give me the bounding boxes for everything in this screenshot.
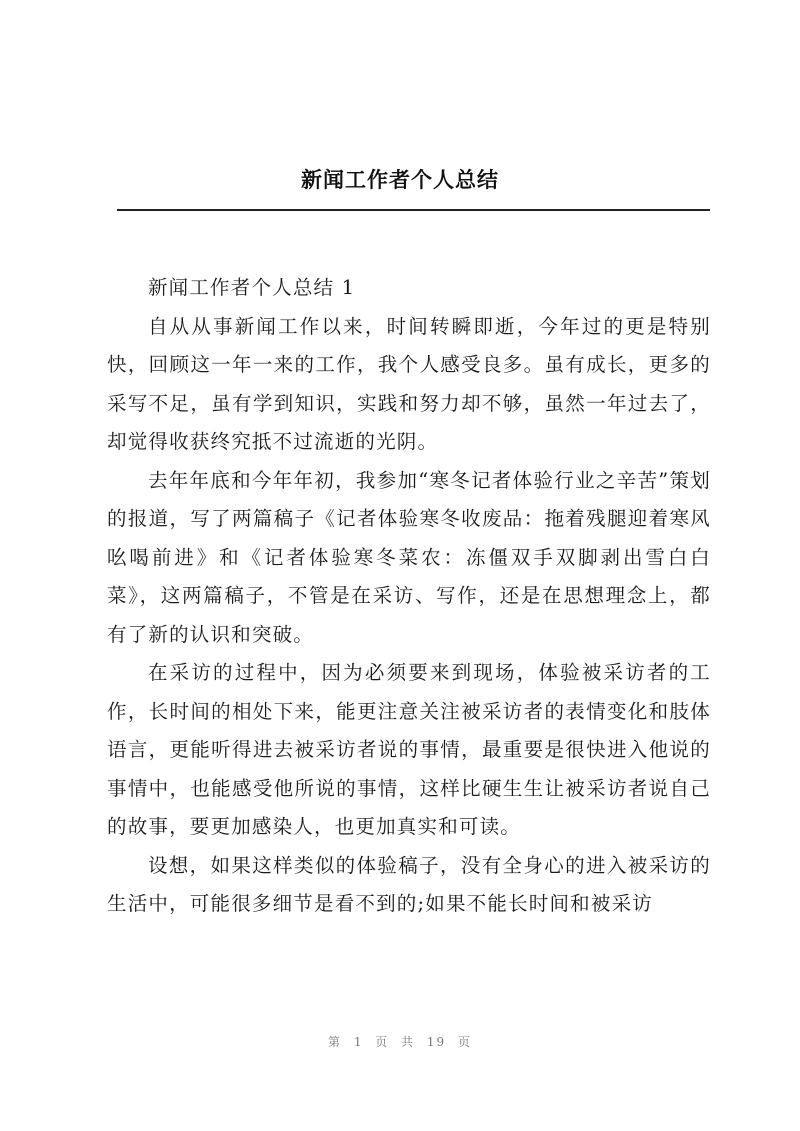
body-paragraph: 在采访的过程中，因为必须要来到现场，体验被采访者的工作，长时间的相处下来，能更注意关注被采访者的表情变化和肢体语言，更能听得进去被采访者说的事情，最重要是很快进入他说的事情中，也能感受他所说的事情，这样比硬生生让被采访者说自己的故事，要更加感染人，也更加真实和可读。 bbox=[107, 661, 711, 838]
title-divider bbox=[117, 209, 710, 211]
body-paragraph: 设想，如果这样类似的体验稿子，没有全身心的进入被采访的生活中，可能很多细节是看不到的;如果不能长时间和被采访 bbox=[107, 853, 711, 915]
document-title: 新闻工作者个人总结 bbox=[301, 167, 499, 192]
section-heading: 新闻工作者个人总结 1 bbox=[147, 276, 356, 299]
body-paragraph: 去年年底和今年年初，我参加“寒冬记者体验行业之辛苦”策划的报道，写了两篇稿子《记者体验寒冬收废品：拖着残腿迎着寒风吆喝前进》和《记者体验寒冬菜农：冻僵双手双脚剥出雪白白菜》，这两篇稿子，不管是在采访、写作，还是在思想理念上，都有了新的认识和突破。 bbox=[107, 468, 711, 646]
body-paragraph: 自从从事新闻工作以来，时间转瞬即逝，今年过的更是特别快，回顾这一年一来的工作，我个人感受良多。虽有成长，更多的采写不足，虽有学到知识，实践和努力却不够，虽然一年过去了，却觉得收获终究抵不过流逝的光阴。 bbox=[107, 314, 711, 453]
document-body bbox=[107, 269, 711, 924]
page-number-footer: 第 1 页 共 19 页 bbox=[328, 1035, 472, 1049]
